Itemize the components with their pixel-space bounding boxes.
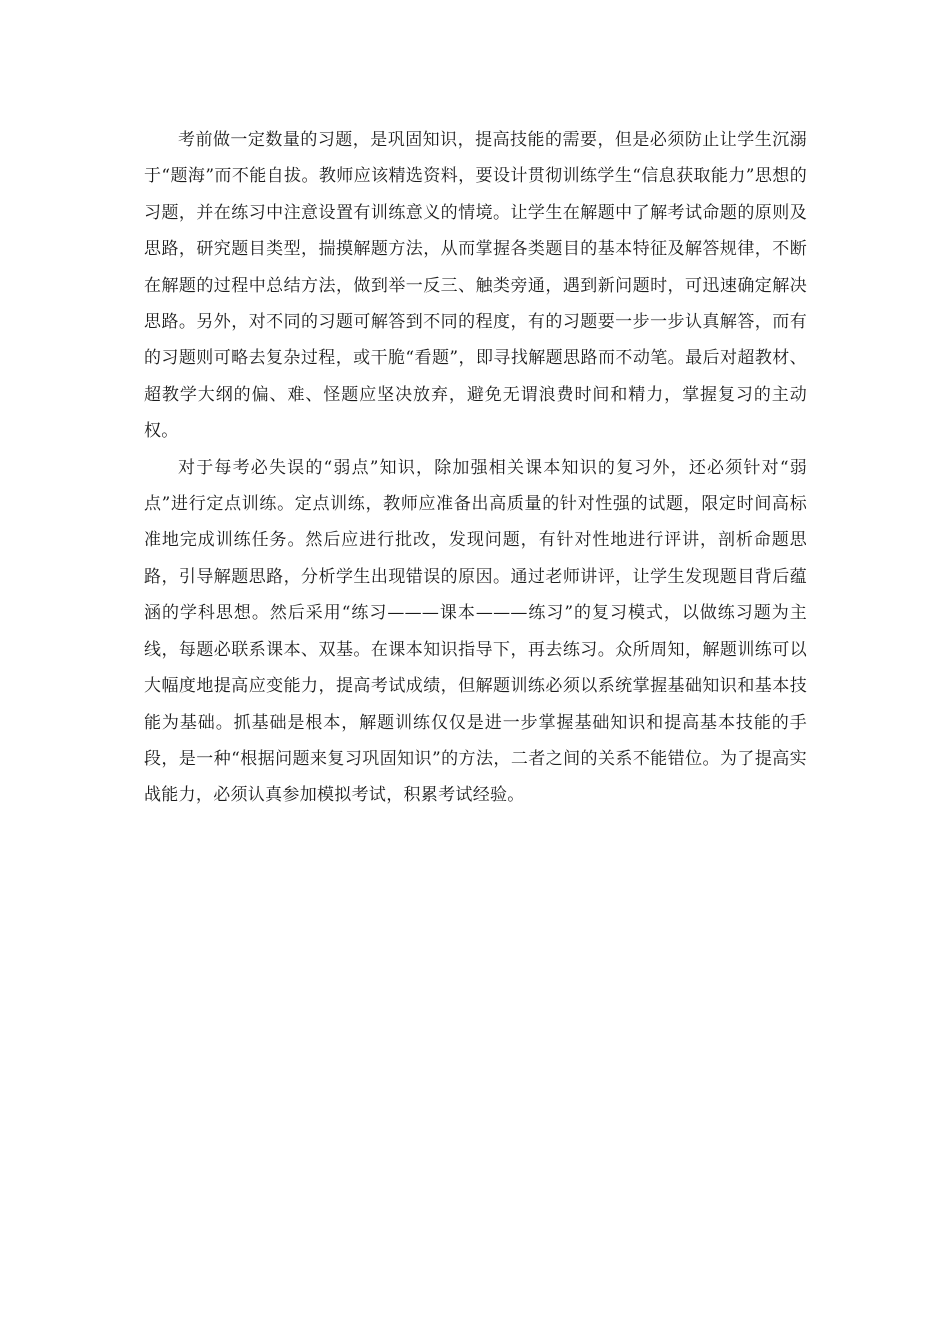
paragraph-exercise-practice: 考前做一定数量的习题，是巩固知识，提高技能的需要，但是必须防止让学生沉溺于“题海”而不能自拔。教师应该精选资料，要设计贯彻训练学生“信息获取能力”思想的习题，并在练习中注意设置有训练意义的情境。让学生在解题中了解考试命题的原则及思路，研究题目类型，揣摸解题方法，从而掌握各类题目的基本特征及解答规律，不断在解题的过程中总结方法，做到举一反三、触类旁通，遇到新问题时，可迅速确定解决思路。另外，对不同的习题可解答到不同的程度，有的习题要一步一步认真解答，而有的习题则可略去复杂过程，或干脆“看题”，即寻找解题思路而不动笔。最后对超教材、超教学大纲的偏、难、怪题应坚决放弃，避免无谓浪费时间和精力，掌握复习的主动权。 — [144, 130, 807, 442]
document-body — [144, 122, 807, 814]
paragraph-weak-points-training: 对于每考必失误的“弱点”知识，除加强相关课本知识的复习外，还必须针对“弱点”进行定点训练。定点训练，教师应准备出高质量的针对性强的试题，限定时间高标准地完成训练任务。然后应进行批改，发现问题，有针对性地进行评讲，剖析命题思路，引导解题思路，分析学生出现错误的原因。通过老师讲评，让学生发现题目背后蕴涵的学科思想。然后采用“练习———课本———练习”的复习模式，以做练习题为主线，每题必联系课本、双基。在课本知识指导下，再去练习。众所周知，解题训练可以大幅度地提高应变能力，提高考试成绩，但解题训练必须以系统掌握基础知识和基本技能为基础。抓基础是根本，解题训练仅仅是进一步掌握基础知识和提高基本技能的手段，是一种“根据问题来复习巩固知识”的方法，二者之间的关系不能错位。为了提高实战能力，必须认真参加模拟考试，积累考试经验。 — [144, 457, 807, 806]
